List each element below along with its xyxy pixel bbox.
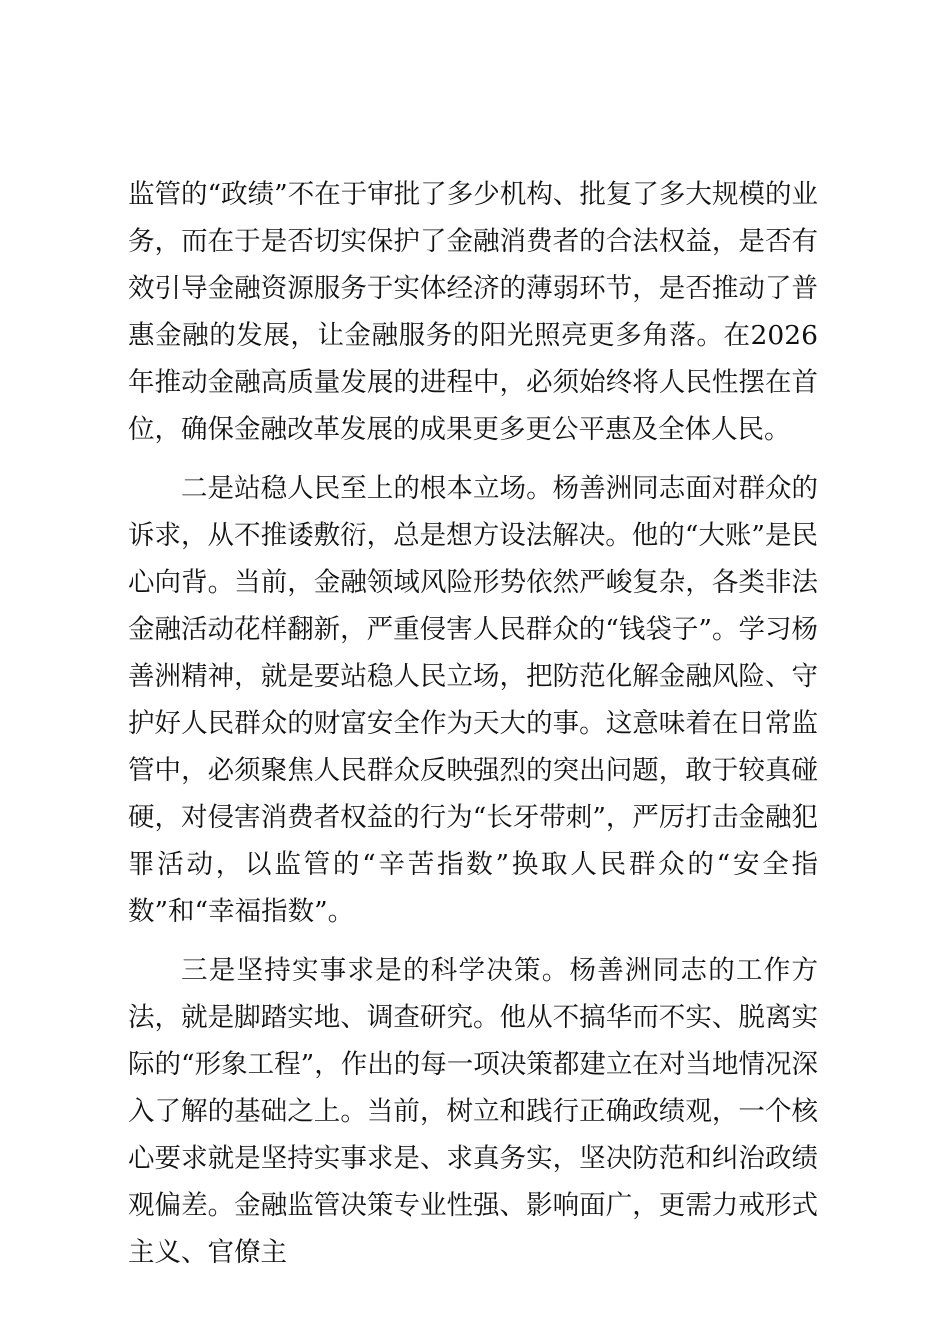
- paragraph-point-two: 二是站稳人民至上的根本立场。杨善洲同志面对群众的诉求，从不推诿敷衍，总是想方设法解决。他的“大账”是民心向背。当前，金融领域风险形势依然严峻复杂，各类非法金融活动花样翻新，严重侵害人民群众的“钱袋子”。学习杨善洲精神，就是要站稳人民立场，把防范化解金融风险、守护好人民群众的财富安全作为天大的事。这意味着在日常监管中，必须聚焦人民群众反映强烈的突出问题，敢于较真碰硬，对侵害消费者权益的行为“长牙带刺”，严厉打击金融犯罪活动，以监管的“辛苦指数”换取人民群众的“安全指数”和“幸福指数”。: [128, 473, 818, 927]
- paragraph-continuation: 监管的“政绩”不在于审批了多少机构、批复了多大规模的业务，而在于是否切实保护了金融消费者的合法权益，是否有效引导金融资源服务于实体经济的薄弱环节，是否推动了普惠金融的发展，让金融服务的阳光照亮更多角落。在2026年推动金融高质量发展的进程中，必须始终将人民性摆在首位，确保金融改革发展的成果更多更公平惠及全体人民。: [128, 179, 818, 445]
- paragraph-point-three: 三是坚持实事求是的科学决策。杨善洲同志的工作方法，就是脚踏实地、调查研究。他从不搞华而不实、脱离实际的“形象工程”，作出的每一项决策都建立在对当地情况深入了解的基础之上。当前，树立和践行正确政绩观，一个核心要求就是坚持实事求是、求真务实，坚决防范和纠治政绩观偏差。金融监管决策专业性强、影响面广，更需力戒形式主义、官僚主: [128, 955, 818, 1268]
- document-body: [128, 171, 818, 1288]
